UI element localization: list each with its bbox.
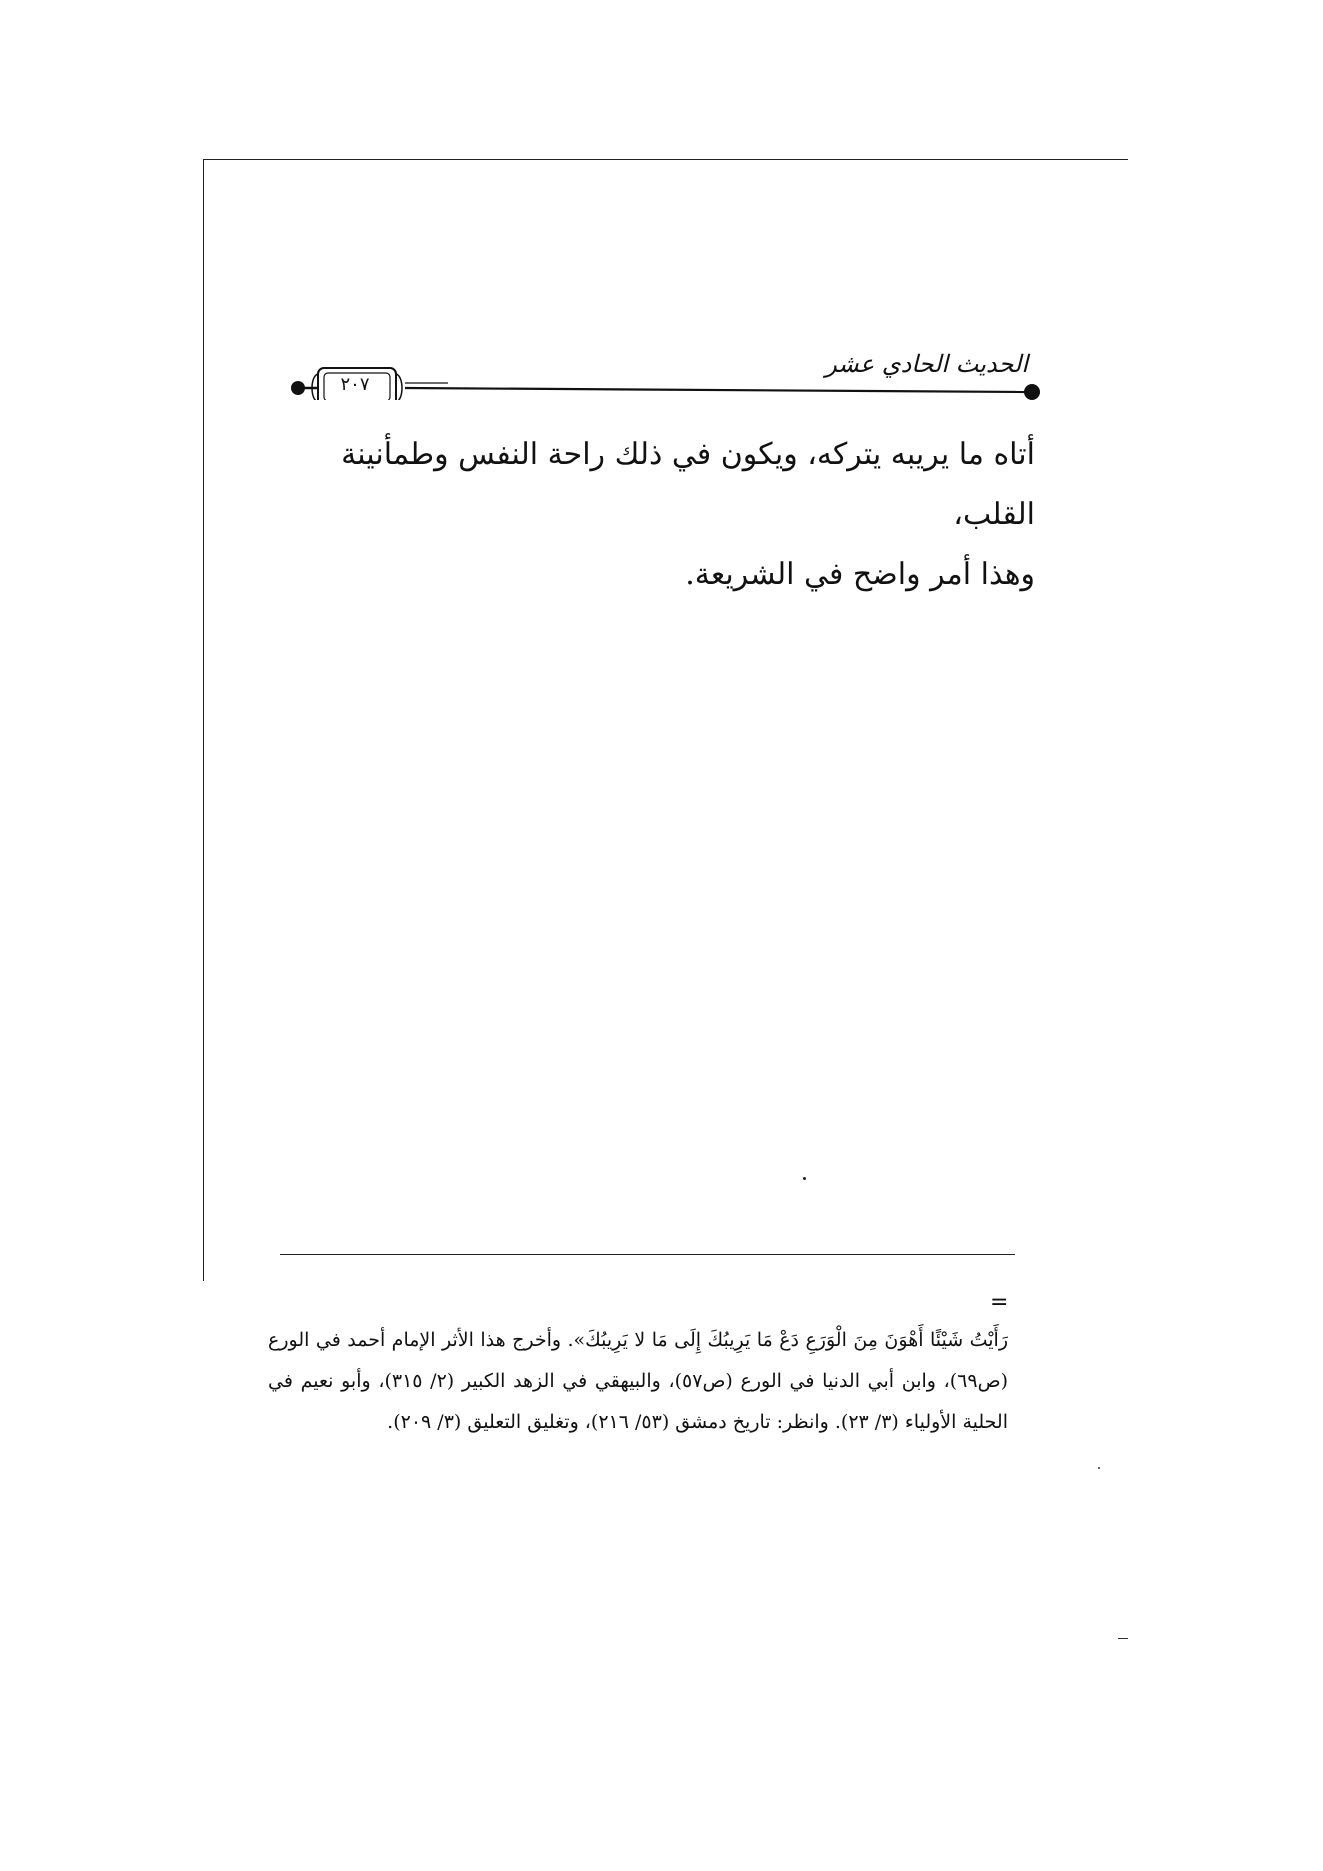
footnote-separator <box>280 1254 1015 1255</box>
chapter-title: الحديث الحادي عشر <box>825 350 1028 378</box>
scan-speck <box>1098 1467 1100 1469</box>
header-end-dot-right <box>1024 384 1040 400</box>
page-number: ٢٠٧ <box>340 374 370 395</box>
scan-border-left <box>203 159 204 1281</box>
body-text <box>280 425 1035 605</box>
footnote-text: رَأَيْتُ شَيْئًا أَهْوَنَ مِنَ الْوَرَعِ دَعْ مَا يَرِيبُكَ إِلَى مَا لا يَرِيبُكَ». وأخرج هذا الأثر الإمام أحمد في الورع (ص٦٩)، وابن أبي الدنيا في الورع (ص٥٧)، والبيهقي في الزهد الكبير (٢/ ٣١٥)، وأبو نعيم في الحلية الأولياء (٣/ ٢٣). وانظر: تاريخ دمشق (٥٣/ ٢١٦)، وتغليق التعليق (٣/ ٢٠٩). <box>268 1329 1008 1433</box>
footnote-continuation-mark: = <box>990 1290 1009 1315</box>
page-header <box>280 350 1050 400</box>
scan-dash <box>1118 1638 1128 1639</box>
footnote <box>268 1320 1008 1443</box>
body-line: وهذا أمر واضح في الشريعة. <box>685 557 1035 592</box>
scan-speck <box>803 1177 806 1180</box>
scan-border-top <box>203 159 1128 160</box>
body-line: أتاه ما يريبه يتركه، ويكون في ذلك راحة النفس وطمأنينة القلب، <box>341 437 1035 532</box>
